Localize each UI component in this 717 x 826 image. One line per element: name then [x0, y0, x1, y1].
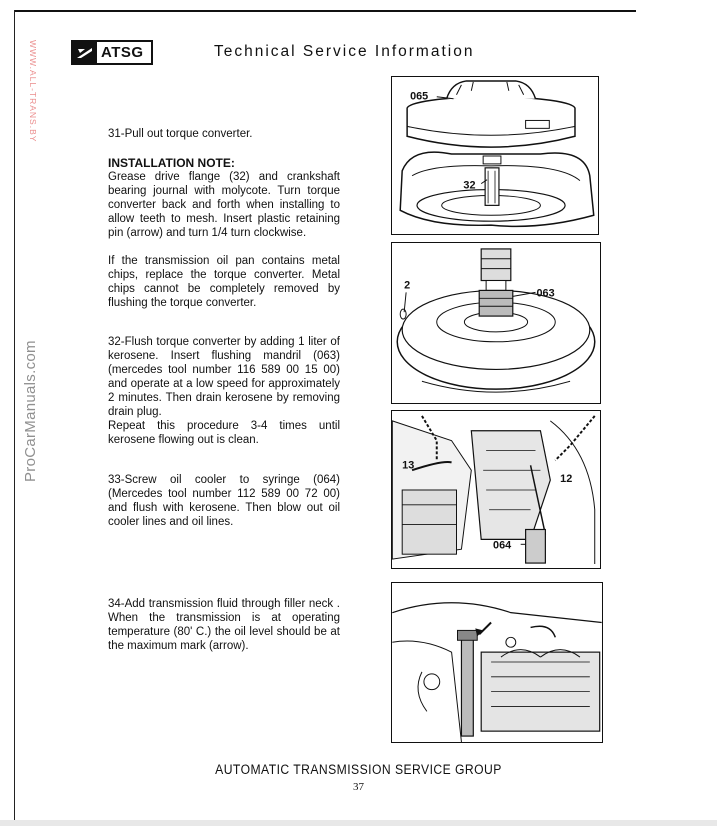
figure-filler-neck: [391, 582, 603, 743]
step-31-text: 31-Pull out torque converter.: [108, 128, 253, 140]
callout-12: 12: [560, 473, 573, 486]
page-number: 37: [353, 781, 364, 793]
step-33-text: 33-Screw oil cooler to syringe (064) (Mercedes tool number 112 589 00 72 00) and flush with kerosene. Then blow out oil cooler lines and oil lines.: [108, 474, 340, 528]
oil-cooler-syringe-illustration: [392, 411, 600, 568]
callout-13: 13: [402, 459, 415, 472]
callout-32: 32: [463, 179, 476, 192]
oil-pan-note: [108, 254, 340, 310]
installation-note-text: Grease drive flange (32) and crankshaft bearing journal with molycote. Turn torque converter back and forth when installing to allow teeth to mesh. Insert plastic retaining pin (arrow) and turn 1/4 turn clockwise.: [108, 171, 340, 239]
step-32-repeat-text: Repeat this procedure 3-4 times until kerosene flowing out is clean.: [108, 420, 340, 446]
left-rule: [14, 10, 15, 826]
footer-group-name: AUTOMATIC TRANSMISSION SERVICE GROUP: [215, 762, 502, 777]
watermark-procarmanuals: ProCarManuals.com: [22, 340, 39, 482]
installation-note: [108, 156, 340, 240]
step-32-text: 32-Flush torque converter by adding 1 liter of kerosene. Insert flushing mandril (063) (mercedes tool number 116 589 00 15 00) and operate at a low speed for approximately 2 minutes. Then drain kerosene by removing drain plug.: [108, 336, 340, 418]
step-32: [108, 335, 340, 447]
bottom-edge: [0, 820, 717, 826]
flushing-mandril-illustration: [392, 243, 600, 403]
step-34: [108, 597, 340, 653]
figure-oil-cooler-syringe: [391, 410, 601, 569]
figure-torque-converter-removal: [391, 76, 599, 235]
torque-converter-removal-illustration: [392, 77, 598, 234]
callout-063: 063: [536, 287, 555, 300]
filler-neck-illustration: [392, 583, 602, 742]
watermark-all-trans: WWW.ALL-TRANS.BY: [28, 40, 38, 143]
callout-2: 2: [404, 279, 411, 292]
step-31: [108, 127, 340, 141]
oil-pan-note-text: If the transmission oil pan contains metal chips, replace the torque converter. Metal chips cannot be completely removed by flushing the torque converter.: [108, 255, 340, 309]
callout-065: 065: [410, 90, 429, 103]
top-rule: [14, 10, 636, 12]
atsg-logo: [71, 40, 153, 65]
installation-note-heading: INSTALLATION NOTE:: [108, 156, 235, 170]
figure-flushing-mandril: [391, 242, 601, 404]
step-33: [108, 473, 340, 529]
step-34-text: 34-Add transmission fluid through filler neck . When the transmission is at operating temperature (80' C.) the oil level should be at the maximum mark (arrow).: [108, 598, 340, 652]
logo-text: ATSG: [101, 44, 144, 61]
logo-emblem-icon: [73, 42, 97, 63]
page-title: Technical Service Information: [214, 43, 475, 60]
callout-064: 064: [493, 539, 512, 552]
